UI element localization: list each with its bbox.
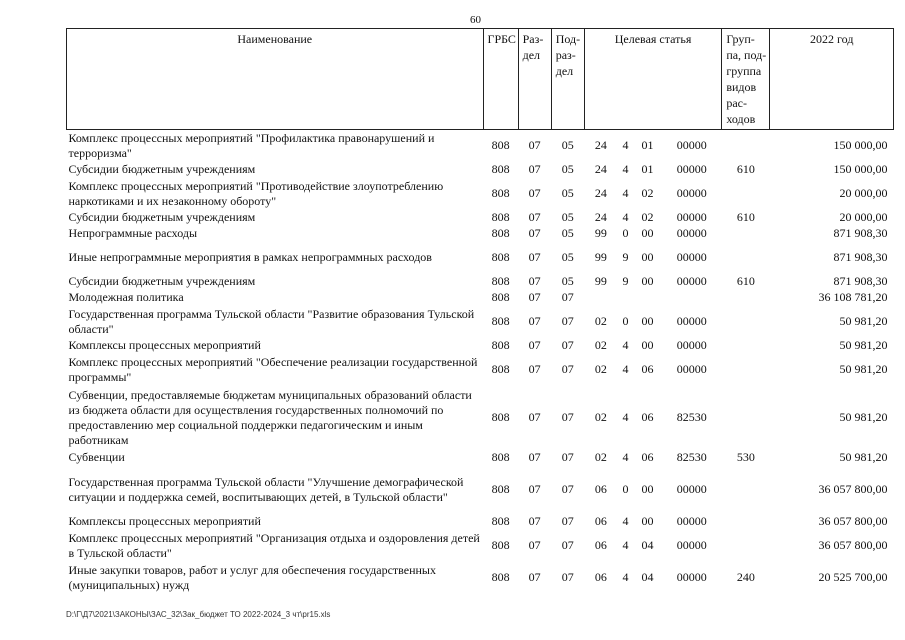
header-gruppa: Груп-па, под-группа видов рас-ходов (722, 29, 770, 130)
row-grbs: 808 (491, 538, 510, 552)
header-name: Наименование (67, 29, 484, 130)
row-cs-sub: 01 (641, 162, 654, 176)
row-vr: 610 (736, 210, 755, 224)
row-cs-direction: 00000 (676, 274, 707, 288)
row-razdel: 07 (528, 250, 541, 264)
row-sum: 36 108 781,20 (818, 290, 888, 304)
row-sum: 150 000,00 (833, 162, 888, 176)
row-cs-sub: 06 (641, 410, 654, 424)
row-cs-program: 06 (594, 514, 607, 528)
table-row (67, 306, 894, 338)
row-name: Комплекс процессных мероприятий "Обеспечение реализации государственной программы" (68, 354, 478, 384)
page-number: 60 (470, 14, 481, 26)
row-vr (722, 130, 770, 162)
row-cs-sub: 00 (641, 482, 654, 496)
row-razdel: 07 (528, 538, 541, 552)
row-razdel: 07 (528, 210, 541, 224)
budget-table-wrapper (66, 28, 894, 594)
row-podrazdel: 07 (561, 450, 574, 464)
row-cs-sub: 00 (641, 226, 654, 240)
row-name: Комплекс процессных мероприятий "Организация отдыха и оздоровления детей в Тульской области" (68, 530, 480, 560)
row-vr (722, 338, 770, 354)
table-row (67, 466, 894, 514)
table-row (67, 530, 894, 562)
row-podrazdel: 05 (561, 274, 574, 288)
row-cs-direction: 00000 (676, 162, 707, 176)
row-cs-sub: 04 (641, 570, 654, 584)
row-cs-sub: 00 (641, 250, 654, 264)
row-grbs: 808 (491, 162, 510, 176)
row-razdel: 07 (528, 410, 541, 424)
row-cs-program: 99 (594, 274, 607, 288)
row-vr (722, 466, 770, 514)
row-podrazdel: 07 (561, 514, 574, 528)
row-cs-program: 06 (594, 538, 607, 552)
row-razdel: 07 (528, 274, 541, 288)
row-razdel: 07 (528, 314, 541, 328)
row-vr: 610 (736, 162, 755, 176)
row-vr: 240 (736, 570, 755, 584)
row-grbs: 808 (491, 450, 510, 464)
row-cs-direction: 00000 (676, 514, 707, 528)
table-row (67, 210, 894, 226)
row-vr (722, 354, 770, 386)
row-vr (722, 226, 770, 242)
row-cs-type: 4 (622, 570, 629, 584)
table-row (67, 162, 894, 178)
row-podrazdel: 05 (561, 226, 574, 240)
row-cs-type: 0 (622, 314, 629, 328)
row-cs-program: 99 (594, 226, 607, 240)
row-cs-type: 9 (622, 274, 629, 288)
row-podrazdel: 07 (561, 482, 574, 496)
row-grbs: 808 (491, 226, 510, 240)
row-grbs: 808 (491, 210, 510, 224)
row-podrazdel: 05 (561, 210, 574, 224)
row-cs-type: 4 (622, 362, 629, 376)
row-cs-sub: 00 (641, 514, 654, 528)
row-grbs: 808 (491, 138, 510, 153)
row-grbs: 808 (491, 290, 510, 304)
row-cs-sub: 02 (641, 210, 654, 224)
row-cs-type: 0 (622, 482, 629, 496)
row-razdel: 07 (528, 226, 541, 240)
row-razdel: 07 (528, 186, 541, 200)
table-row (67, 130, 894, 162)
row-cs-direction: 82530 (676, 450, 707, 464)
row-cs-program (584, 290, 617, 306)
row-vr (722, 178, 770, 210)
row-name: Комплексы процессных мероприятий (68, 338, 261, 352)
table-row (67, 354, 894, 386)
header-podrazdel: Под-раз-дел (551, 29, 584, 130)
row-name: Комплекс процессных мероприятий "Противодействие злоупотреблению наркотиками и их незаконному обороту" (68, 178, 444, 208)
row-cs-direction: 00000 (676, 138, 707, 153)
row-grbs: 808 (491, 338, 510, 352)
row-cs-type (617, 290, 633, 306)
row-cs-program: 06 (594, 482, 607, 496)
row-cs-sub: 04 (641, 538, 654, 552)
row-razdel: 07 (528, 162, 541, 176)
row-vr (722, 530, 770, 562)
row-podrazdel: 07 (561, 362, 574, 376)
row-sum: 50 981,20 (839, 450, 888, 464)
row-name: Комплексы процессных мероприятий (68, 514, 261, 528)
row-grbs: 808 (491, 570, 510, 584)
row-vr (722, 242, 770, 274)
row-cs-program: 24 (594, 162, 607, 176)
row-cs-direction: 82530 (676, 410, 707, 424)
row-cs-direction: 00000 (676, 250, 707, 264)
row-name: Субсидии бюджетным учреждениям (68, 162, 256, 176)
file-path-footer: D:\Г\Д7\2021\ЗАКОНЫ\ЗАС_32\Зак_бюджет ТО 2022-2024_3 чт\pr15.xls (66, 610, 331, 619)
row-cs-type: 0 (622, 226, 629, 240)
row-name: Комплекс процессных мероприятий "Профилактика правонарушений и терроризма" (68, 130, 435, 160)
row-name: Иные закупки товаров, работ и услуг для обеспечения государственных (муниципальных) нужд (68, 562, 436, 592)
row-razdel: 07 (528, 138, 541, 153)
row-cs-sub (634, 290, 662, 306)
table-row (67, 274, 894, 290)
row-grbs: 808 (491, 250, 510, 264)
row-razdel: 07 (528, 570, 541, 584)
row-cs-program: 24 (594, 210, 607, 224)
row-sum: 150 000,00 (833, 138, 888, 153)
row-name: Субвенции, предоставляемые бюджетам муниципальных образований области из бюджета области для осуществления государственных полномочий по предоставлению мер социальной поддержки педагогическим и иным работникам (68, 387, 472, 447)
row-cs-program: 06 (594, 570, 607, 584)
row-razdel: 07 (528, 482, 541, 496)
row-cs-direction: 00000 (676, 482, 707, 496)
table-body (67, 130, 894, 594)
row-grbs: 808 (491, 362, 510, 376)
header-razdel: Раз-дел (518, 29, 551, 130)
row-cs-type: 4 (622, 138, 629, 153)
row-cs-direction: 00000 (676, 226, 707, 240)
row-name: Государственная программа Тульской области "Развитие образования Тульской области" (68, 306, 475, 336)
row-sum: 36 057 800,00 (818, 482, 888, 496)
row-podrazdel: 07 (561, 338, 574, 352)
row-sum: 36 057 800,00 (818, 514, 888, 528)
table-row (67, 386, 894, 450)
row-cs-sub: 00 (641, 314, 654, 328)
row-podrazdel: 05 (561, 250, 574, 264)
row-sum: 871 908,30 (833, 226, 888, 240)
row-cs-direction: 00000 (676, 314, 707, 328)
table-header-row (67, 29, 894, 130)
row-name: Государственная программа Тульской области "Улучшение демографической ситуации и поддержка семей, воспитывающих детей, в Тульской области" (68, 474, 464, 504)
row-cs-type: 4 (622, 538, 629, 552)
row-sum: 871 908,30 (833, 274, 888, 288)
row-cs-sub: 00 (641, 274, 654, 288)
row-razdel: 07 (528, 450, 541, 464)
row-grbs: 808 (491, 482, 510, 496)
row-cs-type: 4 (622, 410, 629, 424)
row-cs-program: 24 (594, 138, 607, 153)
row-cs-program: 02 (594, 338, 607, 352)
row-cs-type: 4 (622, 210, 629, 224)
row-cs-type: 4 (622, 514, 629, 528)
row-sum: 50 981,20 (839, 362, 888, 376)
header-grbs: ГРБС (483, 29, 518, 130)
row-cs-sub: 06 (641, 450, 654, 464)
row-cs-direction: 00000 (676, 538, 707, 552)
row-podrazdel: 07 (561, 570, 574, 584)
row-sum: 20 000,00 (839, 210, 888, 224)
row-name: Субвенции (68, 450, 125, 464)
row-grbs: 808 (491, 186, 510, 200)
table-row (67, 242, 894, 274)
row-vr (722, 386, 770, 450)
row-sum: 20 525 700,00 (818, 570, 888, 584)
row-grbs: 808 (491, 410, 510, 424)
header-celevaya: Целевая статья (584, 29, 721, 130)
budget-table (66, 28, 894, 594)
row-sum: 20 000,00 (839, 186, 888, 200)
row-cs-program: 02 (594, 362, 607, 376)
row-cs-direction: 00000 (676, 186, 707, 200)
row-cs-type: 9 (622, 250, 629, 264)
row-vr: 610 (736, 274, 755, 288)
row-cs-program: 24 (594, 186, 607, 200)
row-cs-type: 4 (622, 186, 629, 200)
table-row (67, 338, 894, 354)
row-cs-direction (662, 290, 722, 306)
table-row (67, 514, 894, 530)
row-cs-program: 02 (594, 410, 607, 424)
table-row (67, 178, 894, 210)
row-razdel: 07 (528, 290, 541, 304)
row-razdel: 07 (528, 514, 541, 528)
row-razdel: 07 (528, 362, 541, 376)
row-grbs: 808 (491, 314, 510, 328)
row-cs-sub: 01 (641, 138, 654, 153)
row-podrazdel: 05 (561, 186, 574, 200)
row-podrazdel: 07 (561, 538, 574, 552)
row-razdel: 07 (528, 338, 541, 352)
row-cs-direction: 00000 (676, 362, 707, 376)
row-cs-type: 4 (622, 338, 629, 352)
row-sum: 50 981,20 (839, 314, 888, 328)
row-sum: 50 981,20 (839, 338, 888, 352)
row-cs-type: 4 (622, 450, 629, 464)
table-row (67, 226, 894, 242)
row-cs-sub: 00 (641, 338, 654, 352)
row-podrazdel: 05 (561, 162, 574, 176)
row-sum: 871 908,30 (833, 250, 888, 264)
row-vr (722, 290, 770, 306)
row-podrazdel: 07 (561, 410, 574, 424)
row-cs-sub: 06 (641, 362, 654, 376)
row-grbs: 808 (491, 514, 510, 528)
row-name: Молодежная политика (68, 290, 184, 304)
header-year: 2022 год (770, 29, 894, 130)
table-row (67, 290, 894, 306)
row-name: Иные непрограммные мероприятия в рамках непрограммных расходов (68, 250, 432, 264)
row-podrazdel: 05 (561, 138, 574, 153)
row-vr (722, 514, 770, 530)
row-grbs: 808 (491, 274, 510, 288)
row-cs-program: 99 (594, 250, 607, 264)
row-cs-sub: 02 (641, 186, 654, 200)
row-cs-direction: 00000 (676, 338, 707, 352)
row-podrazdel: 07 (561, 290, 574, 304)
row-name: Непрограммные расходы (68, 226, 198, 240)
row-name: Субсидии бюджетным учреждениям (68, 274, 256, 288)
row-name: Субсидии бюджетным учреждениям (68, 210, 256, 224)
row-vr: 530 (736, 450, 755, 464)
row-cs-type: 4 (622, 162, 629, 176)
table-row (67, 450, 894, 466)
row-vr (722, 306, 770, 338)
row-podrazdel: 07 (561, 314, 574, 328)
row-cs-direction: 00000 (676, 570, 707, 584)
row-sum: 36 057 800,00 (818, 538, 888, 552)
table-row (67, 562, 894, 594)
row-sum: 50 981,20 (839, 410, 888, 424)
row-cs-direction: 00000 (676, 210, 707, 224)
row-cs-program: 02 (594, 314, 607, 328)
row-cs-program: 02 (594, 450, 607, 464)
